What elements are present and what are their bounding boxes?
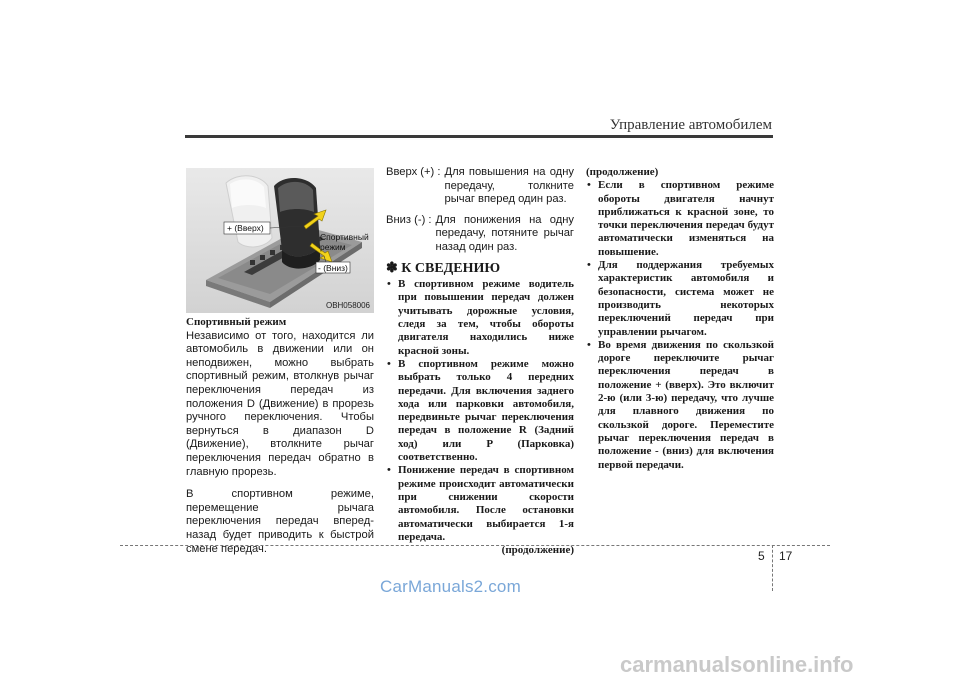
figure-caption: Спортивный режим	[186, 316, 287, 328]
list-item: • Если в спортивном режиме обороты двигателя начнут приближаться к красной зоне, то точки переключения передач будут автоматически изменяться на повышение.	[586, 179, 774, 259]
list-item: • В спортивном режиме можно выбрать только 4 передних передачи. Для включения заднего хода или парковки автомобиля, передвиньте рычаг переключения передач в положение R (Задний ход) или P (Парковка) соответственно.	[386, 358, 574, 464]
label-sport-mode-line1: Спортивный	[320, 232, 369, 242]
continued-label: (продолжение)	[501, 544, 574, 557]
list-item: • Во время движения по скользкой дороге переключите рычаг переключения передач в положение + (вверх). Это включит 2-ю (или 3-ю) передачу, что лучше для плавного движения по скользкой дороге. Переместите рычаг переключения передач в положение - (вниз) для включения первой передачи.	[586, 339, 774, 472]
definition-term: Вниз (-) :	[386, 213, 432, 226]
watermark: CarManuals2.com	[380, 577, 521, 596]
paragraph-sport-mode: Независимо от того, находится ли автомобиль в движении или он неподвижен, можно выбрать спортивный режим, втолкнув рычаг переключения передач из положения D (Движение) в прорезь ручного переключения. Чтобы вернуться в диапазон D (Движение), втолкните рычаг переключения передач обратно в главную прорезь.	[186, 329, 374, 478]
page-separator	[772, 545, 773, 591]
definition-desc: Для повышения на одну передачу, толкните рычаг вперед один раз.	[444, 166, 574, 206]
header-rule	[185, 135, 773, 138]
column-1	[186, 316, 374, 556]
note-list	[386, 278, 574, 544]
watermark-bottom: carmanualsonline.info	[620, 652, 854, 677]
note-list-continued	[586, 179, 774, 472]
continued-label: (продолжение)	[586, 166, 659, 178]
gear-shifter-figure	[186, 168, 374, 313]
list-item: • Для поддержания требуемых характеристик автомобиля и безопасности, система может не производить некоторых переключений передач при управлении рычагом.	[586, 259, 774, 339]
paragraph-shift-quick: В спортивном режиме, перемещение рычага переключения передач вперед-назад будет приводить к быстрой смене передач.	[186, 488, 374, 555]
list-item: • В спортивном режиме водитель при повышении передач должен учитывать дорожные условия, следя за тем, чтобы обороты двигателя находились ниже красной зоны.	[386, 278, 574, 358]
column-3	[586, 166, 774, 472]
footer-rule	[120, 545, 830, 546]
chapter-number: 5	[758, 549, 765, 563]
page-number: 17	[779, 549, 793, 563]
figure-code: OBH058006	[325, 301, 370, 310]
note-title: ✽ К СВЕДЕНИЮ	[386, 260, 501, 276]
definition-desc: Для понижения на одну передачу, потяните рычаг назад один раз.	[435, 213, 574, 253]
definition-down	[386, 214, 574, 255]
definition-up	[386, 166, 574, 207]
definition-term: Вверх (+) :	[386, 166, 441, 178]
label-up: + (Вверх)	[227, 223, 264, 233]
column-2	[386, 166, 574, 558]
list-item: • Понижение передач в спортивном режиме происходит автоматически при снижении скорости автомобиля. После остановки автоматически выбирается 1-я передача.	[386, 464, 574, 544]
section-title: Управление автомобилем	[609, 117, 772, 133]
label-sport-mode-line2: режим	[320, 242, 346, 252]
label-down: - (Вниз)	[318, 263, 348, 273]
